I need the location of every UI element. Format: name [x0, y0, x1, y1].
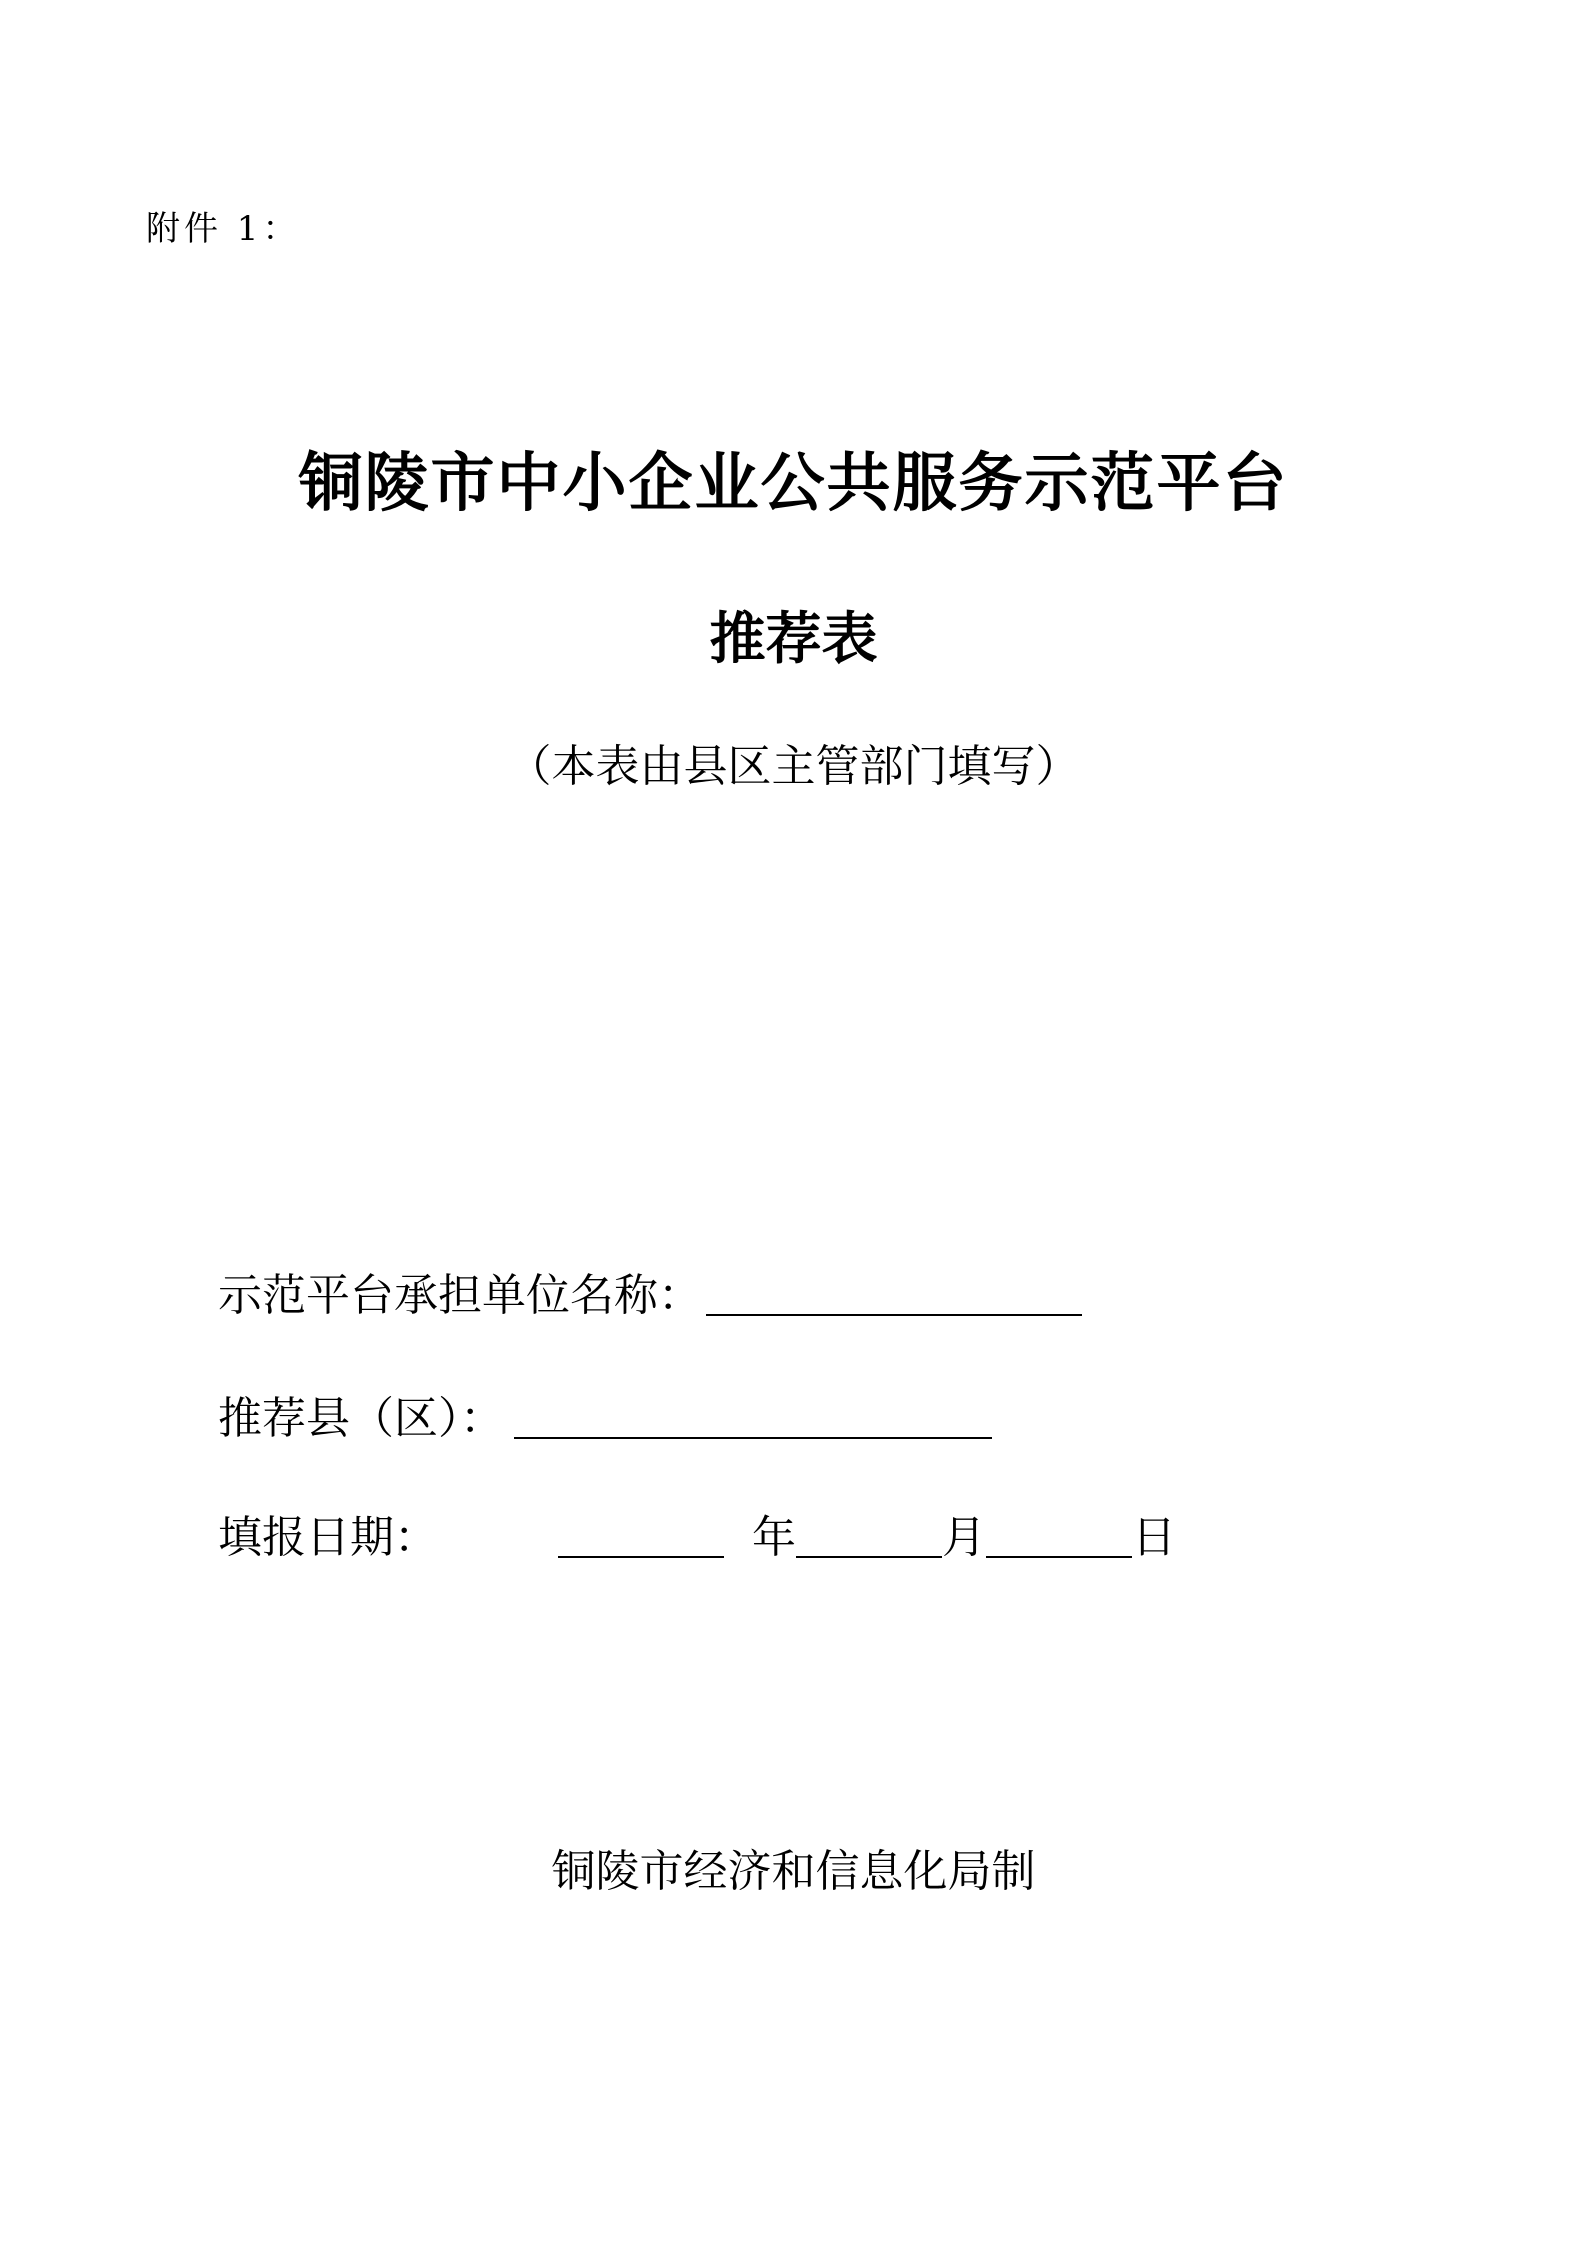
county-blank	[514, 1393, 992, 1439]
unit-name-label: 示范平台承担单位名称：	[218, 1270, 702, 1321]
document-title: 铜陵市中小企业公共服务示范平台	[298, 447, 1289, 521]
day-label: 日	[1132, 1512, 1176, 1563]
county-row	[218, 1393, 992, 1444]
unit-name-blank	[706, 1270, 1082, 1316]
issuer: 铜陵市经济和信息化局制	[551, 1846, 1036, 1897]
document-subtitle: 推荐表	[709, 607, 878, 672]
day-blank	[986, 1512, 1132, 1558]
date-label: 填报日期：	[218, 1512, 438, 1563]
date-row	[218, 1512, 1176, 1563]
fill-note: （本表由县区主管部门填写）	[507, 741, 1080, 792]
unit-name-row	[218, 1270, 1082, 1321]
attachment-label: 附件 1：	[146, 209, 301, 249]
year-label: 年	[752, 1512, 796, 1563]
month-label: 月	[942, 1512, 986, 1563]
year-blank	[558, 1512, 724, 1558]
month-blank	[796, 1512, 942, 1558]
county-label: 推荐县（区）：	[218, 1393, 504, 1444]
